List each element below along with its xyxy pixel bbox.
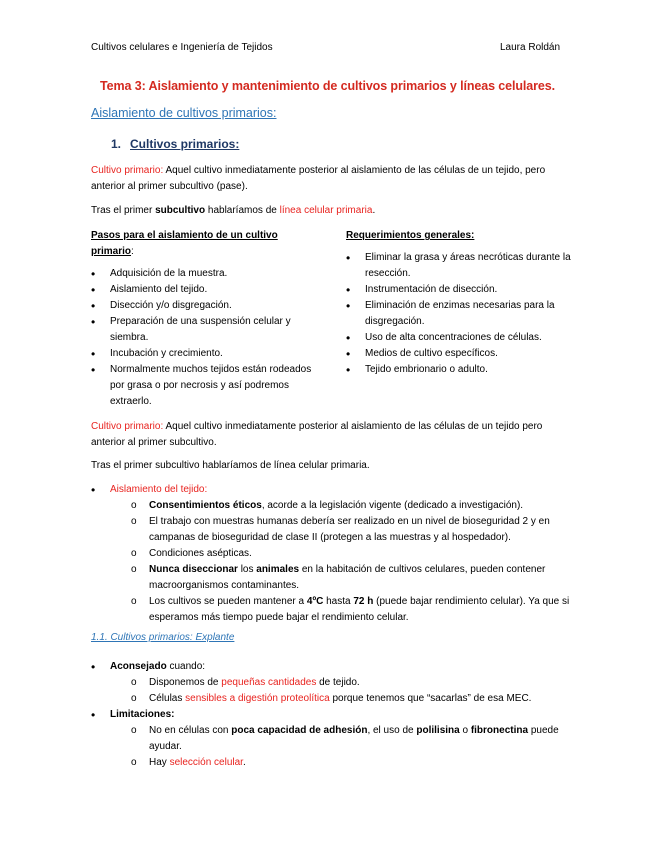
- bold-span: poca capacidad de adhesión: [231, 725, 368, 736]
- sublist-item: [131, 675, 573, 691]
- steps-heading: [91, 228, 316, 260]
- sublist-item: o Condiciones asépticas.: [131, 546, 573, 562]
- sublist-item: [131, 723, 573, 755]
- heading-number: 1.: [111, 137, 122, 151]
- list-item: • Adquisición de la muestra.: [91, 266, 316, 282]
- limitations-label: Limitaciones:: [110, 709, 175, 720]
- list-item: • Instrumentación de disección.: [346, 282, 571, 298]
- text-span: Disponemos de: [149, 677, 222, 688]
- text-span: hasta: [323, 596, 354, 607]
- text-span: Células: [149, 693, 186, 704]
- list-item: • Eliminar la grasa y áreas necróticas durante la resección.: [346, 250, 571, 282]
- bold-span: subcultivo: [155, 205, 206, 216]
- bold-span: Nunca diseccionar: [149, 564, 238, 575]
- advised-sublist: [131, 675, 573, 707]
- isolation-label: Aislamiento del tejido:: [110, 484, 208, 495]
- text-span: los: [237, 564, 257, 575]
- isolation-list: [91, 482, 573, 626]
- list-item: • Incubación y crecimiento.: [91, 346, 316, 362]
- highlight-span: sensibles a digestión proteolítica: [185, 693, 330, 704]
- list-item: • Preparación de una suspensión celular y siembra.: [91, 314, 316, 346]
- text-span: o: [459, 725, 471, 736]
- bold-span: 72 h: [353, 596, 374, 607]
- requirements-list: [346, 250, 571, 378]
- definition-paragraph-1: [91, 163, 571, 195]
- text-span: de tejido.: [316, 677, 360, 688]
- isolation-sublist: [131, 498, 573, 626]
- list-item: [91, 707, 573, 771]
- list-item: • Aislamiento del tejido.: [91, 282, 316, 298]
- definition-term: Cultivo primario:: [91, 165, 164, 176]
- definition-term: Cultivo primario:: [91, 421, 164, 432]
- text-span: Los cultivos se pueden mantener a: [149, 596, 307, 607]
- definition-paragraph-3: [91, 419, 571, 451]
- list-item: • Eliminación de enzimas necesarias para la disgregación.: [346, 298, 571, 330]
- text-span: , acorde a la legislación vigente (dedicado a investigación).: [261, 500, 524, 511]
- list-item: • Disección y/o disgregación.: [91, 298, 316, 314]
- bold-span: polilisina: [416, 725, 460, 736]
- text-span: .: [242, 757, 246, 768]
- definition-paragraph-4: Tras el primer subcultivo hablaríamos de línea celular primaria.: [91, 460, 370, 471]
- requirements-heading: Requerimientos generales:: [346, 230, 475, 241]
- subsection-heading-link[interactable]: 1.1. Cultivos primarios: Explante: [91, 632, 235, 643]
- text-span: No en células con: [149, 725, 232, 736]
- list-item: [91, 659, 573, 707]
- steps-heading-colon: :: [131, 246, 134, 257]
- highlight-span: línea celular primaria: [279, 205, 373, 216]
- text-span: en la habitación de cultivos celulares, pueden contener macroorganismos contaminantes.: [149, 564, 546, 591]
- highlight-span: pequeñas cantidades: [221, 677, 317, 688]
- limitations-sublist: [131, 723, 573, 771]
- section-heading-link[interactable]: Aislamiento de cultivos primarios:: [91, 106, 277, 120]
- header-subject: Cultivos celulares e Ingeniería de Tejidos: [91, 42, 273, 53]
- text-span: hablaríamos de: [205, 205, 280, 216]
- bold-span: animales: [256, 564, 300, 575]
- sublist-item: o El trabajo con muestras humanas debería ser realizado en un nivel de bioseguridad 2 y en campanas de bioseguridad de clase II (protegen a las muestras y al hospedador).: [131, 514, 573, 546]
- definition-text: Aquel cultivo inmediatamente posterior al aislamiento de las células de un tejido, pero anterior al primer subcultivo (pase).: [91, 165, 546, 192]
- explant-section: [91, 659, 573, 771]
- text-span: Tras el primer: [91, 205, 156, 216]
- requirements-column: [346, 228, 571, 378]
- sublist-item: [131, 755, 573, 771]
- explant-list: [91, 659, 573, 771]
- text-span: .: [372, 205, 376, 216]
- definition-text: Aquel cultivo inmediatamente posterior al aislamiento de las células de un tejido pero anterior al primer subcultivo.: [91, 421, 543, 448]
- sublist-item: [131, 498, 573, 514]
- advised-label: Aconsejado: [110, 661, 167, 672]
- text-span: porque tenemos que “sacarlas” de esa MEC.: [329, 693, 532, 704]
- list-item: • Tejido embrionario o adulto.: [346, 362, 571, 378]
- sublist-item: [131, 691, 573, 707]
- steps-heading-text: Pasos para el aislamiento de un cultivo primario: [91, 230, 278, 257]
- highlight-span: selección celular: [169, 757, 243, 768]
- list-item: [91, 482, 573, 626]
- page-title: Tema 3: Aislamiento y mantenimiento de cultivos primarios y líneas celulares.: [100, 79, 555, 93]
- text-span: puede ayudar.: [149, 725, 559, 752]
- text-span: (puede bajar rendimiento celular). Ya que si esperamos más tiempo puede bajar el rendimiento celular.: [149, 596, 570, 623]
- list-item: • Medios de cultivo específicos.: [346, 346, 571, 362]
- text-span: cuando:: [166, 661, 206, 672]
- header-author: Laura Roldán: [500, 42, 561, 53]
- steps-list: [91, 266, 316, 410]
- text-span: , el uso de: [367, 725, 417, 736]
- bold-span: 4ºC: [306, 596, 324, 607]
- sublist-item: [131, 594, 573, 626]
- bold-span: Consentimientos éticos: [149, 500, 262, 511]
- list-item: • Normalmente muchos tejidos están rodeados por grasa o por necrosis y así podremos extraerlo.: [91, 362, 316, 410]
- bold-span: fibronectina: [470, 725, 529, 736]
- definition-paragraph-2: [91, 203, 571, 219]
- steps-column: [91, 228, 316, 410]
- sublist-item: [131, 562, 573, 594]
- list-item: • Uso de alta concentraciones de células.: [346, 330, 571, 346]
- heading-text: Cultivos primarios:: [130, 137, 240, 151]
- text-span: Hay: [149, 757, 170, 768]
- isolation-section: [91, 482, 573, 626]
- heading-cultivos-primarios: [111, 135, 239, 154]
